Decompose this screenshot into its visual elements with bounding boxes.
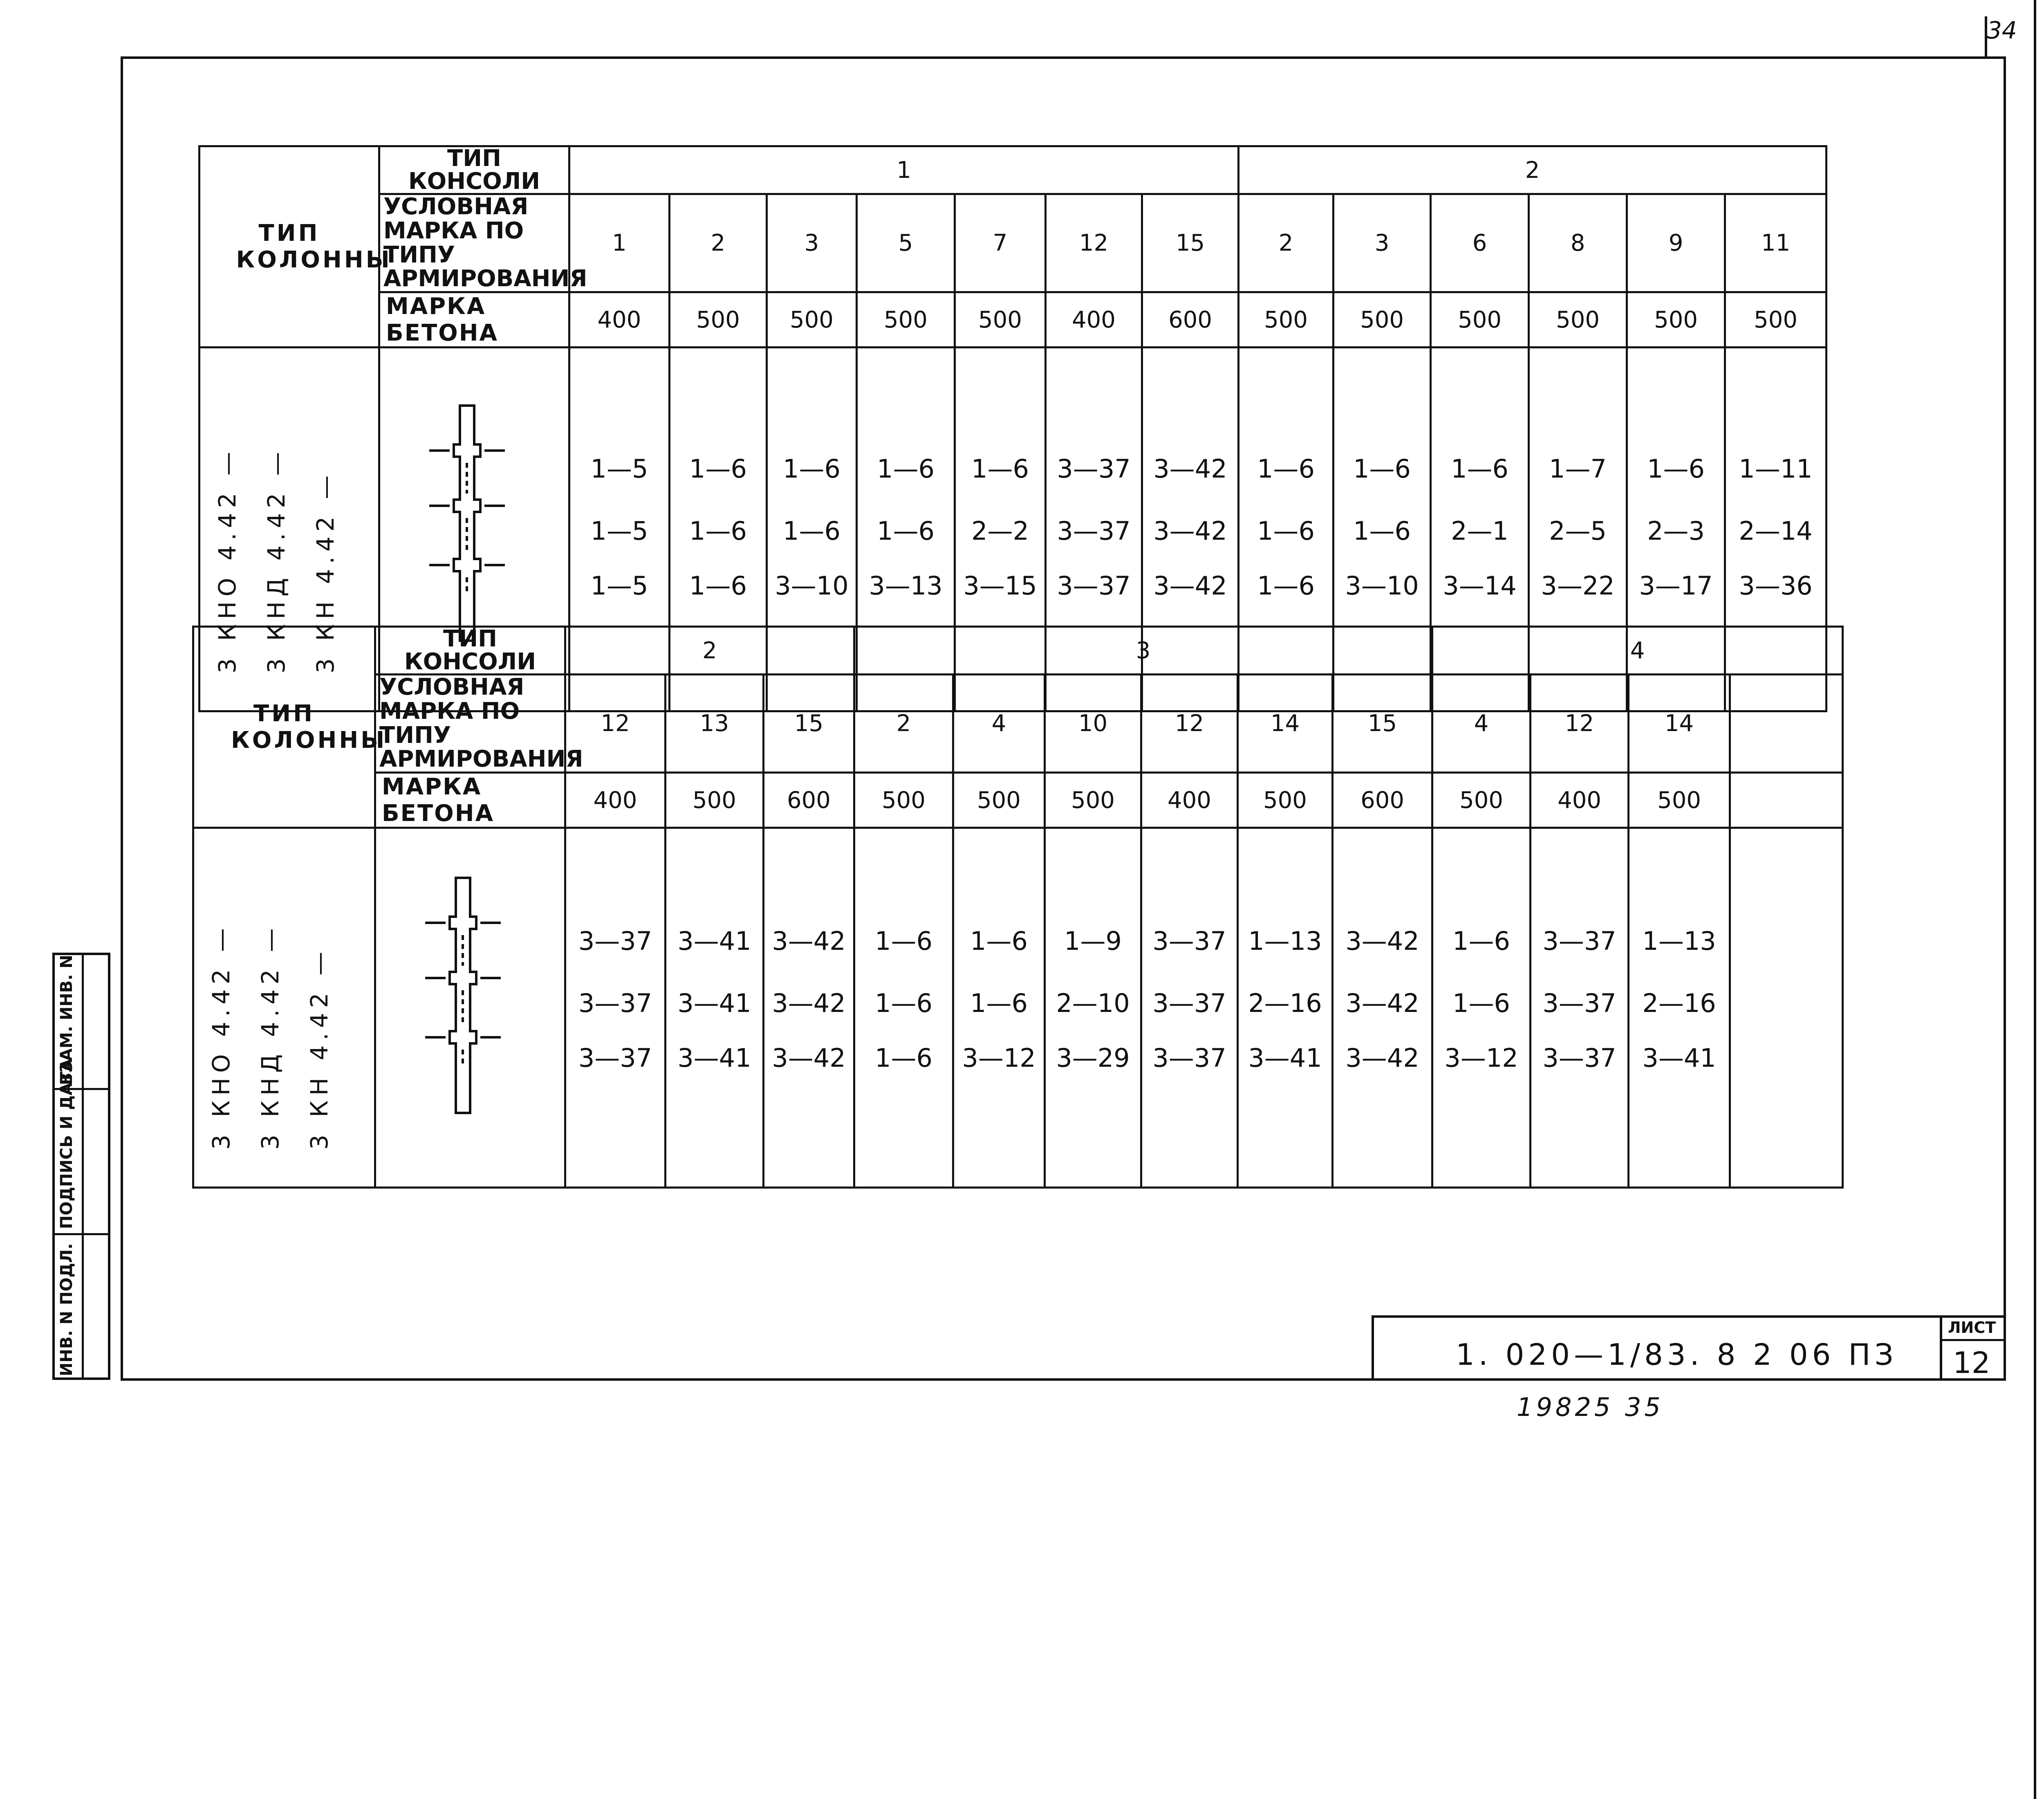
reinf-mark bbox=[1730, 675, 1843, 773]
reinforcement-value: 3—37 bbox=[1152, 1043, 1226, 1073]
value-spacer bbox=[566, 954, 664, 991]
reinforcement-value: 1—6 bbox=[1257, 570, 1315, 601]
column-type-knd: 3 КНД 4.42 — bbox=[262, 447, 290, 674]
reinf-mark: 13 bbox=[666, 675, 764, 773]
value-spacer bbox=[954, 1016, 1044, 1045]
concrete-grade: 500 bbox=[1629, 773, 1730, 828]
value-spacer bbox=[1731, 954, 1842, 991]
console-type-header: ТИП КОНСОЛИ bbox=[379, 146, 569, 194]
reinf-mark: 15 bbox=[764, 675, 854, 773]
value-spacer bbox=[764, 954, 853, 991]
concrete-grade: 500 bbox=[955, 292, 1046, 348]
value-spacer bbox=[1530, 544, 1626, 573]
value-spacer bbox=[1143, 482, 1237, 518]
concrete-grade-header: МАРКА БЕТОНА bbox=[379, 292, 569, 348]
value-spacer bbox=[570, 544, 668, 573]
reinforcement-value: 3—10 bbox=[1345, 570, 1419, 601]
concrete-grade: 500 bbox=[1432, 773, 1531, 828]
reinforcement-value: 1—6 bbox=[877, 453, 935, 484]
reinforcement-value: 3—37 bbox=[1152, 988, 1226, 1018]
reinforcement-value: 3—42 bbox=[772, 988, 846, 1018]
concrete-grade: 400 bbox=[1531, 773, 1629, 828]
reinforcement-value: 3—15 bbox=[963, 570, 1037, 601]
value-spacer bbox=[1628, 544, 1724, 573]
reinforcement-value: 1—9 bbox=[1064, 926, 1122, 956]
concrete-grade: 400 bbox=[565, 773, 666, 828]
column-elevation-icon bbox=[421, 402, 527, 647]
reinforcement-value: 2—2 bbox=[971, 516, 1029, 546]
corner-sheet-number: 34 bbox=[1987, 16, 2017, 44]
value-spacer bbox=[855, 954, 952, 991]
reinf-mark: 12 bbox=[1141, 675, 1238, 773]
value-spacer bbox=[1046, 1016, 1140, 1045]
reinforcement-value: 3—37 bbox=[578, 926, 652, 956]
value-spacer bbox=[666, 1016, 762, 1045]
value-spacer bbox=[1531, 954, 1627, 991]
reinforcement-value: 1—6 bbox=[877, 516, 935, 546]
reinforcement-value: 1—6 bbox=[875, 1043, 932, 1073]
reinforcement-value: 3—37 bbox=[578, 988, 652, 1018]
reinforcement-value: 2—16 bbox=[1248, 988, 1322, 1018]
reinforcement-value: 3—37 bbox=[578, 1043, 652, 1073]
sheet-box-divider bbox=[1942, 1339, 2006, 1341]
reinforcement-value bbox=[1731, 1045, 1842, 1071]
sheet-number-box bbox=[1940, 1315, 2006, 1381]
reinf-mark: 7 bbox=[955, 194, 1046, 292]
reinforcement-value: 2—14 bbox=[1739, 516, 1813, 546]
concrete-grade: 500 bbox=[857, 292, 955, 348]
reinf-mark: 12 bbox=[1531, 675, 1629, 773]
console-group-4: 4 bbox=[1432, 627, 1843, 675]
reinforcement-value: 3—37 bbox=[1057, 570, 1131, 601]
value-spacer bbox=[1047, 544, 1141, 573]
reinforcement-value: 3—41 bbox=[1248, 1043, 1322, 1073]
side-stamp-divider bbox=[55, 1233, 108, 1235]
value-spacer bbox=[1239, 544, 1332, 573]
reinforcement-value: 3—42 bbox=[1345, 1043, 1419, 1073]
reinforcement-value: 3—12 bbox=[962, 1043, 1036, 1073]
reinforcement-values-cell bbox=[666, 828, 764, 1188]
reinforcement-value: 3—37 bbox=[1057, 453, 1131, 484]
reinforcement-value: 3—29 bbox=[1056, 1043, 1130, 1073]
reinf-mark: 10 bbox=[1045, 675, 1141, 773]
reinforcement-value: 3—10 bbox=[775, 570, 849, 601]
column-type-header: ТИП КОЛОННЫ bbox=[193, 627, 375, 828]
concrete-grade: 500 bbox=[1238, 773, 1333, 828]
column-type-cell bbox=[193, 828, 375, 1188]
value-spacer bbox=[1142, 1016, 1237, 1045]
reinforcement-value: 1—6 bbox=[1647, 453, 1705, 484]
value-spacer bbox=[670, 544, 766, 573]
reinforcement-values-cell bbox=[1730, 828, 1843, 1188]
sheet-number: 12 bbox=[1953, 1346, 1990, 1380]
reinforcement-value: 2—16 bbox=[1642, 988, 1716, 1018]
concrete-grade: 500 bbox=[1045, 773, 1141, 828]
reinforcement-values-cell bbox=[1141, 828, 1238, 1188]
reinforcement-value: 2—5 bbox=[1549, 516, 1607, 546]
reinforcement-values-cell bbox=[1045, 828, 1141, 1188]
reinforcement-values-cell bbox=[764, 828, 854, 1188]
reinforcement-values-cell bbox=[854, 828, 953, 1188]
value-spacer bbox=[764, 1016, 853, 1045]
value-spacer bbox=[1629, 954, 1729, 991]
value-spacer bbox=[566, 1016, 664, 1045]
reinforcement-value: 1—6 bbox=[689, 570, 747, 601]
concrete-grade: 400 bbox=[1141, 773, 1238, 828]
reinforcement-values-cell bbox=[1238, 828, 1333, 1188]
value-spacer bbox=[1142, 954, 1237, 991]
reinforcement-value: 3—42 bbox=[772, 926, 846, 956]
concrete-grade: 500 bbox=[670, 292, 767, 348]
concrete-grade: 500 bbox=[1627, 292, 1725, 348]
console-group-2: 2 bbox=[1239, 146, 1827, 194]
reinf-mark: 9 bbox=[1627, 194, 1725, 292]
value-spacer bbox=[956, 544, 1044, 573]
value-spacer bbox=[666, 954, 762, 991]
concrete-grade: 500 bbox=[767, 292, 857, 348]
reinforcement-table-2 bbox=[192, 626, 1844, 1189]
column-type-kn: 3 КН 4.42 — bbox=[305, 947, 333, 1150]
reinf-mark: 14 bbox=[1629, 675, 1730, 773]
reinf-mark: 2 bbox=[1239, 194, 1334, 292]
reinf-mark: 4 bbox=[953, 675, 1045, 773]
concrete-grade: 600 bbox=[764, 773, 854, 828]
value-spacer bbox=[1726, 544, 1825, 573]
reinforcement-value: 1—6 bbox=[1257, 453, 1315, 484]
reinf-mark: 4 bbox=[1432, 675, 1531, 773]
concrete-grade: 500 bbox=[1334, 292, 1431, 348]
concrete-grade: 500 bbox=[1239, 292, 1334, 348]
reinforcement-value: 1—6 bbox=[1452, 926, 1510, 956]
reinforcement-value: 1—6 bbox=[1451, 453, 1509, 484]
reinforcement-value: 3—41 bbox=[677, 1043, 751, 1073]
reinforcement-value: 3—37 bbox=[1542, 988, 1616, 1018]
concrete-grade: 400 bbox=[1046, 292, 1142, 348]
archive-number: 19825 35 bbox=[1517, 1392, 1664, 1422]
value-spacer bbox=[1433, 1016, 1529, 1045]
value-spacer bbox=[1143, 544, 1237, 573]
reinf-mark: 6 bbox=[1431, 194, 1529, 292]
value-spacer bbox=[1530, 482, 1626, 518]
reinforcement-value: 3—12 bbox=[1444, 1043, 1518, 1073]
value-spacer bbox=[956, 482, 1044, 518]
value-spacer bbox=[855, 1016, 952, 1045]
reinf-mark: 15 bbox=[1142, 194, 1239, 292]
reinforcement-value bbox=[1731, 929, 1842, 954]
reinforcement-value: 1—6 bbox=[689, 516, 747, 546]
document-code: 1. 020—1/83. 8 2 06 ПЗ bbox=[1456, 1337, 1898, 1372]
reinforcement-values-cell bbox=[1629, 828, 1730, 1188]
reinforcement-values-cell bbox=[1531, 828, 1629, 1188]
value-spacer bbox=[1239, 482, 1332, 518]
reinforcement-value: 3—37 bbox=[1542, 926, 1616, 956]
reinforcement-value: 3—42 bbox=[772, 1043, 846, 1073]
reinforcement-value: 1—11 bbox=[1739, 453, 1813, 484]
reinf-mark: 12 bbox=[565, 675, 666, 773]
value-spacer bbox=[768, 482, 856, 518]
reinforcement-values-cell bbox=[565, 828, 666, 1188]
console-sketch-cell bbox=[375, 828, 565, 1188]
column-type-knd: 3 КНД 4.42 — bbox=[256, 923, 284, 1150]
reinforcement-value: 3—41 bbox=[1642, 1043, 1716, 1073]
column-type-kno: 3 КНО 4.42 — bbox=[213, 447, 241, 674]
reinforcement-value: 1—6 bbox=[1257, 516, 1315, 546]
concrete-grade: 500 bbox=[854, 773, 953, 828]
reinforcement-value bbox=[1731, 991, 1842, 1016]
reinforcement-value: 3—37 bbox=[1152, 926, 1226, 956]
reinf-mark: 11 bbox=[1725, 194, 1827, 292]
reinf-mark: 14 bbox=[1238, 675, 1333, 773]
value-spacer bbox=[1047, 482, 1141, 518]
console-group-3: 3 bbox=[854, 627, 1432, 675]
reinforcement-value: 1—6 bbox=[970, 926, 1028, 956]
value-spacer bbox=[858, 544, 954, 573]
reinforcement-value: 2—1 bbox=[1451, 516, 1509, 546]
reinforcement-value: 3—17 bbox=[1639, 570, 1713, 601]
console-type-header: ТИП КОНСОЛИ bbox=[375, 627, 565, 675]
column-type-kn: 3 КН 4.42 — bbox=[312, 471, 339, 674]
reinf-mark: 5 bbox=[857, 194, 955, 292]
reinforcement-value: 1—6 bbox=[875, 988, 932, 1018]
side-stamp-strip bbox=[52, 953, 110, 1380]
reinforcement-mark-header: УСЛОВНАЯ МАРКА ПО ТИПУ АРМИРОВАНИЯ bbox=[375, 675, 565, 773]
reinforcement-value: 1—7 bbox=[1549, 453, 1607, 484]
value-spacer bbox=[1432, 544, 1528, 573]
replacement-inventory-label: ВЗАМ. ИНВ. N bbox=[57, 955, 76, 1085]
reinf-mark: 3 bbox=[767, 194, 857, 292]
reinforcement-value: 3—41 bbox=[677, 988, 751, 1018]
reinf-mark: 8 bbox=[1529, 194, 1627, 292]
value-spacer bbox=[1628, 482, 1724, 518]
value-spacer bbox=[954, 954, 1044, 991]
concrete-grade: 600 bbox=[1142, 292, 1239, 348]
sheet-label: ЛИСТ bbox=[1948, 1319, 1996, 1337]
reinforcement-value: 3—36 bbox=[1739, 570, 1813, 601]
reinforcement-value: 3—14 bbox=[1443, 570, 1517, 601]
right-trim-line bbox=[2034, 0, 2036, 1799]
value-spacer bbox=[1334, 544, 1430, 573]
reinforcement-value: 1—6 bbox=[970, 988, 1028, 1018]
value-spacer bbox=[670, 482, 766, 518]
reinf-mark: 3 bbox=[1334, 194, 1431, 292]
concrete-grade: 500 bbox=[953, 773, 1045, 828]
reinforcement-value: 1—6 bbox=[783, 516, 840, 546]
reinforcement-value: 1—5 bbox=[590, 453, 648, 484]
reinforcement-value: 1—6 bbox=[689, 453, 747, 484]
column-type-header: ТИП КОЛОННЫ bbox=[199, 146, 379, 348]
reinforcement-value: 1—13 bbox=[1248, 926, 1322, 956]
reinforcement-value: 3—41 bbox=[677, 926, 751, 956]
reinforcement-value: 3—22 bbox=[1541, 570, 1615, 601]
column-elevation-icon bbox=[417, 874, 523, 1119]
reinf-mark: 15 bbox=[1333, 675, 1432, 773]
value-spacer bbox=[1334, 482, 1430, 518]
value-spacer bbox=[1432, 482, 1528, 518]
column-type-kno: 3 КНО 4.42 — bbox=[207, 923, 235, 1150]
reinforcement-values-cell bbox=[1432, 828, 1531, 1188]
concrete-grade: 500 bbox=[666, 773, 764, 828]
value-spacer bbox=[570, 482, 668, 518]
reinf-mark: 2 bbox=[670, 194, 767, 292]
value-spacer bbox=[1239, 954, 1331, 991]
reinforcement-value: 2—3 bbox=[1647, 516, 1705, 546]
concrete-grade: 400 bbox=[569, 292, 670, 348]
value-spacer bbox=[1334, 1016, 1431, 1045]
reinforcement-value: 3—42 bbox=[1153, 453, 1227, 484]
reinforcement-value: 2—10 bbox=[1056, 988, 1130, 1018]
reinforcement-value: 3—37 bbox=[1057, 516, 1131, 546]
reinforcement-value: 1—6 bbox=[783, 453, 840, 484]
reinforcement-value: 1—13 bbox=[1642, 926, 1716, 956]
value-spacer bbox=[1334, 954, 1431, 991]
value-spacer bbox=[1726, 482, 1825, 518]
reinforcement-value: 1—6 bbox=[875, 926, 932, 956]
reinforcement-value: 1—5 bbox=[590, 570, 648, 601]
reinforcement-value: 3—42 bbox=[1345, 988, 1419, 1018]
value-spacer bbox=[1629, 1016, 1729, 1045]
value-spacer bbox=[1239, 1016, 1331, 1045]
reinf-mark: 2 bbox=[854, 675, 953, 773]
reinforcement-value: 1—6 bbox=[1452, 988, 1510, 1018]
reinf-mark: 1 bbox=[569, 194, 670, 292]
reinforcement-value: 3—42 bbox=[1345, 926, 1419, 956]
concrete-grade: 500 bbox=[1725, 292, 1827, 348]
inventory-original-label: ИНВ. N ПОДЛ. bbox=[57, 1243, 76, 1376]
reinforcement-values-cell bbox=[1333, 828, 1432, 1188]
reinforcement-value: 3—42 bbox=[1153, 516, 1227, 546]
concrete-grade-header: МАРКА БЕТОНА bbox=[375, 773, 565, 828]
value-spacer bbox=[1046, 954, 1140, 991]
reinf-mark: 12 bbox=[1046, 194, 1142, 292]
signature-date-label: ПОДПИСЬ И ДАТА bbox=[57, 1059, 76, 1229]
reinforcement-value: 3—37 bbox=[1542, 1043, 1616, 1073]
console-group-2: 2 bbox=[565, 627, 854, 675]
reinforcement-value: 3—13 bbox=[869, 570, 943, 601]
concrete-grade: 500 bbox=[1529, 292, 1627, 348]
reinforcement-values-cell bbox=[953, 828, 1045, 1188]
value-spacer bbox=[1731, 1016, 1842, 1045]
title-block bbox=[1372, 1315, 1960, 1381]
reinforcement-mark-header: УСЛОВНАЯ МАРКА ПО ТИПУ АРМИРОВАНИЯ bbox=[379, 194, 569, 292]
reinforcement-value: 3—42 bbox=[1153, 570, 1227, 601]
reinforcement-value: 1—5 bbox=[590, 516, 648, 546]
concrete-grade bbox=[1730, 773, 1843, 828]
reinforcement-value: 1—6 bbox=[1353, 453, 1411, 484]
reinforcement-value: 1—6 bbox=[1353, 516, 1411, 546]
value-spacer bbox=[1531, 1016, 1627, 1045]
reinforcement-value: 1—6 bbox=[971, 453, 1029, 484]
concrete-grade: 500 bbox=[1431, 292, 1529, 348]
value-spacer bbox=[1433, 954, 1529, 991]
console-group-1: 1 bbox=[569, 146, 1239, 194]
value-spacer bbox=[858, 482, 954, 518]
value-spacer bbox=[768, 544, 856, 573]
concrete-grade: 600 bbox=[1333, 773, 1432, 828]
